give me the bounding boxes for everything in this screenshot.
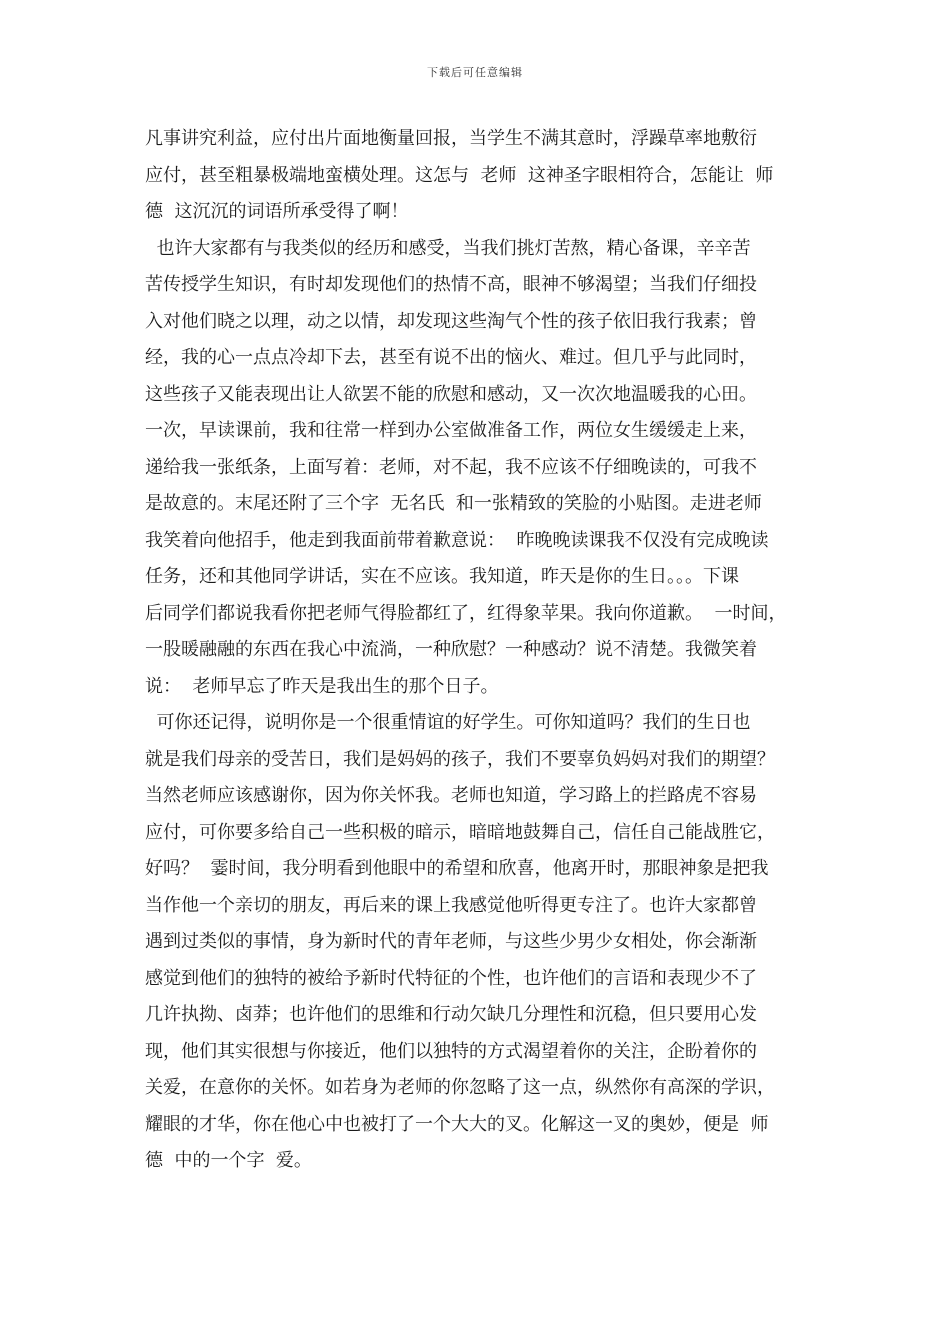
text-line: 我笑着向他招手，他走到我面前带着歉意说： 昨晚晚读课我不仅没有完成晚读 (145, 529, 769, 551)
text-line: 一次，早读课前，我和往常一样到办公室做准备工作，两位女生缓缓走上来， (145, 420, 757, 441)
page-header: 下载后可任意编辑 (427, 66, 523, 79)
text-line: 一股暖融融的东西在我心中流淌，一种欣慰？一种感动？说不清楚。我微笑着 (145, 639, 757, 660)
text-line: 德 这沉沉的词语所承受得了啊！ (145, 201, 409, 222)
text-line: 好吗？ 霎时间，我分明看到他眼中的希望和欣喜，他离开时，那眼神象是把我 (145, 858, 769, 879)
text-line: 当作他一个亲切的朋友，再后来的课上我感觉他听得更专注了。也许大家都曾 (145, 894, 757, 916)
text-line: 就是我们母亲的受苦日，我们是妈妈的孩子，我们不要辜负妈妈对我们的期望？ (145, 748, 775, 770)
text-line: 可你还记得，说明你是一个很重情谊的好学生。可你知道吗？我们的生日也 (145, 712, 751, 733)
text-line: 后同学们都说我看你把老师气得脸都红了，红得象苹果。我向你道歉。 一时间， (145, 602, 787, 624)
body-text (145, 121, 825, 1180)
text-line: 经，我的心一点点冷却下去，甚至有说不出的恼火、难过。但几乎与此同时， (145, 347, 757, 368)
text-line: 说： 老师早忘了昨天是我出生的那个日子。 (145, 675, 499, 697)
text-line: 递给我一张纸条，上面写着：老师，对不起，我不应该不仔细晚读的，可我不 (145, 456, 757, 478)
text-line: 关爱，在意你的关怀。如若身为老师的你忽略了这一点，纵然你有高深的学识， (145, 1077, 775, 1098)
text-line: 几许执拗、卤莽；也许他们的思维和行动欠缺几分理性和沉稳，但只要用心发 (145, 1004, 757, 1025)
text-line: 凡事讲究利益，应付出片面地衡量回报，当学生不满其意时，浮躁草率地敷衍 (145, 128, 757, 149)
text-line: 感觉到他们的独特的被给予新时代特征的个性，也许他们的言语和表现少不了 (145, 967, 757, 989)
text-line: 德 中的一个字 爱。 (145, 1150, 312, 1171)
text-line: 任务，还和其他同学讲话，实在不应该。我知道，昨天是你的生日。。。下课 (145, 566, 739, 587)
text-line: 现，他们其实很想与你接近，他们以独特的方式渴望着你的关注，企盼着你的 (145, 1040, 757, 1062)
text-line: 苦传授学生知识，有时却发现他们的热情不高，眼神不够渴望；当我们仔细投 (145, 274, 757, 295)
text-line: 应付，甚至粗暴极端地蛮横处理。这怎与 老师 这神圣字眼相符合，怎能让 师 (145, 164, 774, 186)
text-line: 耀眼的才华，你在他心中也被打了一个大大的叉。化解这一叉的奥妙，便是 师 (145, 1113, 769, 1135)
text-line: 这些孩子又能表现出让人欲罢不能的欣慰和感动，又一次次地温暖我的心田。 (145, 383, 757, 405)
text-line: 也许大家都有与我类似的经历和感受，当我们挑灯苦熬，精心备课，辛辛苦 (145, 237, 751, 259)
text-line: 是故意的。末尾还附了三个字 无名氏 和一张精致的笑脸的小贴图。走进老师 (145, 493, 762, 514)
text-line: 当然老师应该感谢你，因为你关怀我。老师也知道，学习路上的拦路虎不容易 (145, 785, 757, 806)
text-line: 遇到过类似的事情，身为新时代的青年老师，与这些少男少女相处，你会渐渐 (145, 931, 757, 952)
text-line: 应付，可你要多给自己一些积极的暗示，暗暗地鼓舞自己，信任自己能战胜它， (145, 821, 775, 843)
text-line: 入对他们晓之以理，动之以情，却发现这些淘气个性的孩子依旧我行我素；曾 (145, 310, 757, 332)
